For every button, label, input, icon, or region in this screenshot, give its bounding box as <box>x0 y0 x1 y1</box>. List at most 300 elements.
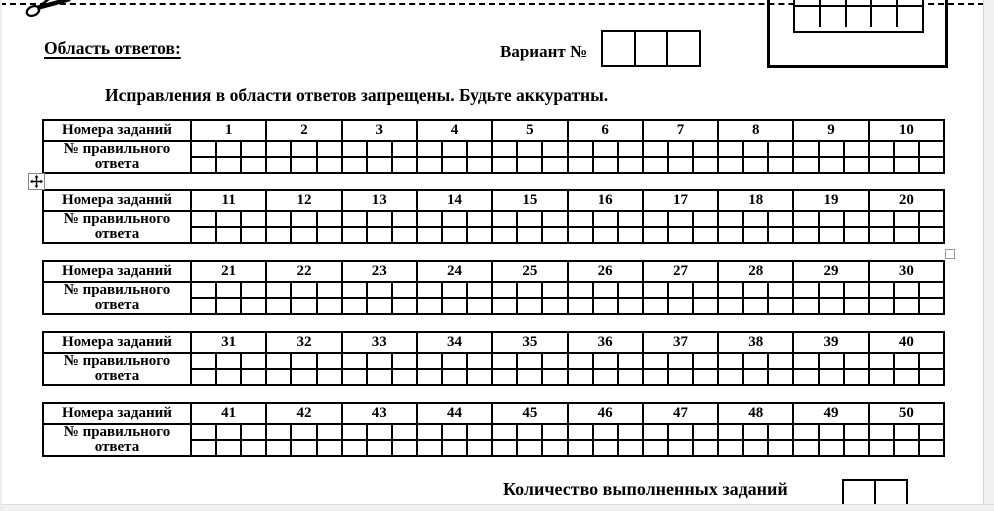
answer-cell[interactable] <box>292 212 315 226</box>
answer-cell[interactable] <box>368 142 391 156</box>
answer-cell[interactable] <box>594 228 617 242</box>
answer-cell[interactable] <box>769 158 792 172</box>
answer-cell[interactable] <box>318 425 341 439</box>
answer-cell[interactable] <box>669 354 692 368</box>
answer-cell[interactable] <box>443 354 466 368</box>
answer-cell[interactable] <box>443 425 466 439</box>
answer-cell[interactable] <box>242 370 265 384</box>
answer-cell[interactable] <box>242 354 265 368</box>
answer-cell[interactable] <box>569 354 592 368</box>
answer-cell[interactable] <box>820 212 843 226</box>
answer-cell[interactable] <box>694 283 717 297</box>
answer-cell[interactable] <box>393 142 416 156</box>
answer-cell[interactable] <box>418 228 441 242</box>
answer-cell[interactable] <box>493 299 516 313</box>
answer-cell[interactable] <box>920 142 943 156</box>
answer-cell[interactable] <box>518 228 541 242</box>
answer-cell[interactable] <box>845 142 868 156</box>
answer-cell[interactable] <box>292 142 315 156</box>
answer-cell[interactable] <box>920 441 943 455</box>
answer-cell[interactable] <box>820 354 843 368</box>
answer-cell[interactable] <box>267 425 290 439</box>
answer-cell[interactable] <box>619 425 642 439</box>
answer-cell[interactable] <box>418 158 441 172</box>
answer-cell[interactable] <box>343 354 366 368</box>
answer-cell[interactable] <box>368 425 391 439</box>
answer-cell[interactable] <box>619 158 642 172</box>
answer-cell[interactable] <box>543 212 566 226</box>
answer-cell[interactable] <box>870 299 893 313</box>
answer-cell[interactable] <box>644 283 667 297</box>
answer-cell[interactable] <box>518 142 541 156</box>
answer-cell[interactable] <box>744 354 767 368</box>
answer-cell[interactable] <box>443 299 466 313</box>
answer-cell[interactable] <box>744 142 767 156</box>
answer-cell[interactable] <box>242 441 265 455</box>
answer-cell[interactable] <box>644 370 667 384</box>
answer-cell[interactable] <box>669 425 692 439</box>
answer-cell[interactable] <box>217 158 240 172</box>
answer-cell[interactable] <box>217 370 240 384</box>
answer-cell[interactable] <box>594 283 617 297</box>
answer-cell[interactable] <box>443 283 466 297</box>
answer-cell[interactable] <box>870 283 893 297</box>
answer-cell[interactable] <box>318 299 341 313</box>
answer-cell[interactable] <box>794 441 817 455</box>
answer-cell[interactable] <box>794 158 817 172</box>
answer-cell[interactable] <box>644 212 667 226</box>
answer-cell[interactable] <box>870 228 893 242</box>
answer-cell[interactable] <box>594 370 617 384</box>
answer-cell[interactable] <box>368 158 391 172</box>
answer-cell[interactable] <box>870 212 893 226</box>
answer-cell[interactable] <box>920 228 943 242</box>
answer-cell[interactable] <box>493 425 516 439</box>
answer-cell[interactable] <box>694 299 717 313</box>
answer-cell[interactable] <box>669 299 692 313</box>
answer-cell[interactable] <box>895 299 918 313</box>
answer-cell[interactable] <box>318 228 341 242</box>
answer-cell[interactable] <box>769 354 792 368</box>
answer-cell[interactable] <box>292 158 315 172</box>
answer-cell[interactable] <box>343 370 366 384</box>
answer-cell[interactable] <box>192 142 215 156</box>
answer-cell[interactable] <box>694 370 717 384</box>
answer-cell[interactable] <box>870 158 893 172</box>
answer-cell[interactable] <box>543 283 566 297</box>
answer-cell[interactable] <box>242 142 265 156</box>
answer-cell[interactable] <box>644 354 667 368</box>
answer-cell[interactable] <box>845 212 868 226</box>
answer-cell[interactable] <box>694 441 717 455</box>
answer-cell[interactable] <box>870 370 893 384</box>
answer-cell[interactable] <box>569 299 592 313</box>
answer-cell[interactable] <box>669 212 692 226</box>
answer-cell[interactable] <box>845 441 868 455</box>
answer-cell[interactable] <box>870 425 893 439</box>
answer-cell[interactable] <box>518 370 541 384</box>
answer-cell[interactable] <box>895 354 918 368</box>
answer-cell[interactable] <box>543 158 566 172</box>
answer-cell[interactable] <box>744 212 767 226</box>
answer-cell[interactable] <box>870 441 893 455</box>
answer-cell[interactable] <box>518 158 541 172</box>
answer-cell[interactable] <box>318 354 341 368</box>
answer-cell[interactable] <box>443 370 466 384</box>
answer-cell[interactable] <box>820 370 843 384</box>
answer-cell[interactable] <box>343 212 366 226</box>
answer-cell[interactable] <box>368 299 391 313</box>
variant-digit-box[interactable] <box>603 32 634 65</box>
answer-cell[interactable] <box>393 283 416 297</box>
answer-cell[interactable] <box>569 158 592 172</box>
answer-cell[interactable] <box>192 299 215 313</box>
answer-cell[interactable] <box>719 370 742 384</box>
answer-cell[interactable] <box>644 142 667 156</box>
answer-cell[interactable] <box>619 299 642 313</box>
answer-cell[interactable] <box>468 299 491 313</box>
answer-cell[interactable] <box>343 441 366 455</box>
answer-cell[interactable] <box>845 158 868 172</box>
answer-cell[interactable] <box>820 158 843 172</box>
answer-cell[interactable] <box>619 228 642 242</box>
answer-cell[interactable] <box>669 142 692 156</box>
answer-cell[interactable] <box>418 299 441 313</box>
answer-cell[interactable] <box>769 228 792 242</box>
answer-cell[interactable] <box>343 299 366 313</box>
answer-cell[interactable] <box>594 212 617 226</box>
answer-cell[interactable] <box>669 441 692 455</box>
answer-cell[interactable] <box>769 370 792 384</box>
answer-cell[interactable] <box>920 158 943 172</box>
answer-cell[interactable] <box>242 425 265 439</box>
answer-cell[interactable] <box>242 212 265 226</box>
answer-cell[interactable] <box>267 158 290 172</box>
answer-cell[interactable] <box>794 228 817 242</box>
answer-cell[interactable] <box>468 142 491 156</box>
answer-cell[interactable] <box>794 370 817 384</box>
variant-digit-box[interactable] <box>668 32 699 65</box>
answer-cell[interactable] <box>619 283 642 297</box>
answer-cell[interactable] <box>343 142 366 156</box>
answer-cell[interactable] <box>418 212 441 226</box>
answer-cell[interactable] <box>920 212 943 226</box>
answer-cell[interactable] <box>292 425 315 439</box>
answer-cell[interactable] <box>217 299 240 313</box>
answer-cell[interactable] <box>368 370 391 384</box>
answer-cell[interactable] <box>493 142 516 156</box>
answer-cell[interactable] <box>569 228 592 242</box>
answer-cell[interactable] <box>468 441 491 455</box>
answer-cell[interactable] <box>518 299 541 313</box>
answer-cell[interactable] <box>694 354 717 368</box>
answer-cell[interactable] <box>343 228 366 242</box>
answer-cell[interactable] <box>744 228 767 242</box>
answer-cell[interactable] <box>895 158 918 172</box>
answer-cell[interactable] <box>719 299 742 313</box>
answer-cell[interactable] <box>569 370 592 384</box>
answer-cell[interactable] <box>644 299 667 313</box>
answer-cell[interactable] <box>744 158 767 172</box>
answer-cell[interactable] <box>242 283 265 297</box>
answer-cell[interactable] <box>694 142 717 156</box>
answer-cell[interactable] <box>368 441 391 455</box>
answer-cell[interactable] <box>468 283 491 297</box>
answer-cell[interactable] <box>845 370 868 384</box>
answer-cell[interactable] <box>644 425 667 439</box>
answer-cell[interactable] <box>493 283 516 297</box>
answer-cell[interactable] <box>267 228 290 242</box>
answer-cell[interactable] <box>393 228 416 242</box>
answer-cell[interactable] <box>318 212 341 226</box>
answer-cell[interactable] <box>543 142 566 156</box>
answer-cell[interactable] <box>895 370 918 384</box>
answer-cell[interactable] <box>870 142 893 156</box>
answer-cell[interactable] <box>217 212 240 226</box>
answer-cell[interactable] <box>493 158 516 172</box>
answer-cell[interactable] <box>493 370 516 384</box>
answer-cell[interactable] <box>418 354 441 368</box>
answer-cell[interactable] <box>393 441 416 455</box>
answer-cell[interactable] <box>820 142 843 156</box>
answer-cell[interactable] <box>217 142 240 156</box>
answer-cell[interactable] <box>845 354 868 368</box>
answer-cell[interactable] <box>292 228 315 242</box>
answer-cell[interactable] <box>318 142 341 156</box>
answer-cell[interactable] <box>845 299 868 313</box>
answer-cell[interactable] <box>393 370 416 384</box>
answer-cell[interactable] <box>192 425 215 439</box>
answer-cell[interactable] <box>669 228 692 242</box>
answer-cell[interactable] <box>895 441 918 455</box>
answer-cell[interactable] <box>719 158 742 172</box>
answer-cell[interactable] <box>192 158 215 172</box>
answer-cell[interactable] <box>744 441 767 455</box>
answer-cell[interactable] <box>292 283 315 297</box>
answer-cell[interactable] <box>719 425 742 439</box>
answer-cell[interactable] <box>318 283 341 297</box>
answer-cell[interactable] <box>192 370 215 384</box>
answer-cell[interactable] <box>569 212 592 226</box>
table-resize-handle[interactable] <box>945 249 955 259</box>
answer-cell[interactable] <box>594 142 617 156</box>
answer-cell[interactable] <box>368 283 391 297</box>
answer-cell[interactable] <box>267 283 290 297</box>
answer-cell[interactable] <box>543 299 566 313</box>
answer-cell[interactable] <box>920 370 943 384</box>
answer-cell[interactable] <box>594 425 617 439</box>
answer-cell[interactable] <box>619 441 642 455</box>
answer-cell[interactable] <box>895 142 918 156</box>
answer-cell[interactable] <box>393 299 416 313</box>
answer-cell[interactable] <box>669 370 692 384</box>
answer-cell[interactable] <box>644 441 667 455</box>
answer-cell[interactable] <box>343 158 366 172</box>
answer-cell[interactable] <box>443 212 466 226</box>
answer-cell[interactable] <box>895 283 918 297</box>
answer-cell[interactable] <box>242 228 265 242</box>
answer-cell[interactable] <box>292 370 315 384</box>
answer-cell[interactable] <box>318 441 341 455</box>
answer-cell[interactable] <box>518 283 541 297</box>
answer-cell[interactable] <box>468 425 491 439</box>
answer-cell[interactable] <box>318 158 341 172</box>
answer-cell[interactable] <box>820 228 843 242</box>
answer-cell[interactable] <box>368 212 391 226</box>
answer-cell[interactable] <box>267 142 290 156</box>
answer-cell[interactable] <box>769 283 792 297</box>
answer-cell[interactable] <box>292 354 315 368</box>
answer-cell[interactable] <box>920 283 943 297</box>
answer-cell[interactable] <box>794 425 817 439</box>
answer-cell[interactable] <box>468 354 491 368</box>
answer-cell[interactable] <box>468 212 491 226</box>
answer-cell[interactable] <box>368 354 391 368</box>
answer-cell[interactable] <box>569 283 592 297</box>
answer-cell[interactable] <box>744 370 767 384</box>
answer-cell[interactable] <box>794 212 817 226</box>
answer-cell[interactable] <box>895 212 918 226</box>
answer-cell[interactable] <box>217 441 240 455</box>
answer-cell[interactable] <box>318 370 341 384</box>
answer-cell[interactable] <box>518 425 541 439</box>
answer-cell[interactable] <box>845 228 868 242</box>
answer-cell[interactable] <box>719 142 742 156</box>
answer-cell[interactable] <box>393 425 416 439</box>
answer-cell[interactable] <box>744 299 767 313</box>
answer-cell[interactable] <box>543 425 566 439</box>
answer-cell[interactable] <box>543 228 566 242</box>
answer-cell[interactable] <box>418 142 441 156</box>
answer-cell[interactable] <box>217 425 240 439</box>
answer-cell[interactable] <box>343 425 366 439</box>
answer-cell[interactable] <box>694 425 717 439</box>
answer-cell[interactable] <box>794 354 817 368</box>
answer-cell[interactable] <box>443 142 466 156</box>
answer-cell[interactable] <box>443 441 466 455</box>
answer-cell[interactable] <box>569 441 592 455</box>
answer-cell[interactable] <box>393 354 416 368</box>
answer-cell[interactable] <box>619 370 642 384</box>
answer-cell[interactable] <box>845 425 868 439</box>
answer-cell[interactable] <box>267 441 290 455</box>
answer-cell[interactable] <box>895 228 918 242</box>
answer-cell[interactable] <box>493 228 516 242</box>
answer-cell[interactable] <box>267 212 290 226</box>
answer-cell[interactable] <box>192 354 215 368</box>
answer-cell[interactable] <box>217 228 240 242</box>
answer-cell[interactable] <box>694 228 717 242</box>
answer-cell[interactable] <box>820 283 843 297</box>
answer-cell[interactable] <box>845 283 868 297</box>
answer-cell[interactable] <box>217 354 240 368</box>
answer-cell[interactable] <box>820 441 843 455</box>
answer-cell[interactable] <box>468 158 491 172</box>
answer-cell[interactable] <box>769 212 792 226</box>
answer-cell[interactable] <box>543 354 566 368</box>
answer-cell[interactable] <box>518 441 541 455</box>
answer-cell[interactable] <box>619 142 642 156</box>
answer-cell[interactable] <box>769 441 792 455</box>
answer-cell[interactable] <box>192 283 215 297</box>
answer-cell[interactable] <box>518 354 541 368</box>
answer-cell[interactable] <box>292 441 315 455</box>
answer-cell[interactable] <box>418 425 441 439</box>
answer-cell[interactable] <box>920 299 943 313</box>
answer-cell[interactable] <box>393 158 416 172</box>
variant-digit-box[interactable] <box>636 32 667 65</box>
answer-cell[interactable] <box>920 354 943 368</box>
answer-cell[interactable] <box>192 441 215 455</box>
answer-cell[interactable] <box>744 425 767 439</box>
answer-cell[interactable] <box>543 370 566 384</box>
answer-cell[interactable] <box>543 441 566 455</box>
answer-cell[interactable] <box>569 425 592 439</box>
answer-cell[interactable] <box>418 441 441 455</box>
answer-cell[interactable] <box>594 354 617 368</box>
answer-cell[interactable] <box>744 283 767 297</box>
answer-cell[interactable] <box>719 212 742 226</box>
answer-cell[interactable] <box>694 212 717 226</box>
answer-cell[interactable] <box>443 228 466 242</box>
answer-cell[interactable] <box>267 370 290 384</box>
answer-cell[interactable] <box>719 354 742 368</box>
answer-cell[interactable] <box>594 158 617 172</box>
answer-cell[interactable] <box>619 354 642 368</box>
answer-cell[interactable] <box>418 283 441 297</box>
answer-cell[interactable] <box>769 142 792 156</box>
answer-cell[interactable] <box>719 283 742 297</box>
answer-cell[interactable] <box>368 228 391 242</box>
answer-cell[interactable] <box>644 158 667 172</box>
answer-cell[interactable] <box>192 212 215 226</box>
answer-cell[interactable] <box>719 441 742 455</box>
answer-cell[interactable] <box>594 441 617 455</box>
answer-cell[interactable] <box>343 283 366 297</box>
answer-cell[interactable] <box>418 370 441 384</box>
answer-cell[interactable] <box>794 299 817 313</box>
answer-cell[interactable] <box>493 212 516 226</box>
answer-cell[interactable] <box>669 158 692 172</box>
answer-cell[interactable] <box>794 283 817 297</box>
answer-cell[interactable] <box>443 158 466 172</box>
answer-cell[interactable] <box>242 158 265 172</box>
answer-cell[interactable] <box>468 228 491 242</box>
answer-cell[interactable] <box>820 299 843 313</box>
answer-cell[interactable] <box>820 425 843 439</box>
answer-cell[interactable] <box>594 299 617 313</box>
table-move-handle-icon[interactable] <box>28 173 45 190</box>
answer-cell[interactable] <box>694 158 717 172</box>
answer-cell[interactable] <box>192 228 215 242</box>
answer-cell[interactable] <box>217 283 240 297</box>
answer-cell[interactable] <box>493 441 516 455</box>
answer-cell[interactable] <box>920 425 943 439</box>
answer-cell[interactable] <box>870 354 893 368</box>
answer-cell[interactable] <box>267 354 290 368</box>
answer-cell[interactable] <box>468 370 491 384</box>
answer-cell[interactable] <box>242 299 265 313</box>
answer-cell[interactable] <box>644 228 667 242</box>
answer-cell[interactable] <box>619 212 642 226</box>
answer-cell[interactable] <box>769 299 792 313</box>
answer-cell[interactable] <box>393 212 416 226</box>
answer-cell[interactable] <box>267 299 290 313</box>
answer-cell[interactable] <box>292 299 315 313</box>
answer-cell[interactable] <box>794 142 817 156</box>
answer-cell[interactable] <box>895 425 918 439</box>
answer-cell[interactable] <box>669 283 692 297</box>
